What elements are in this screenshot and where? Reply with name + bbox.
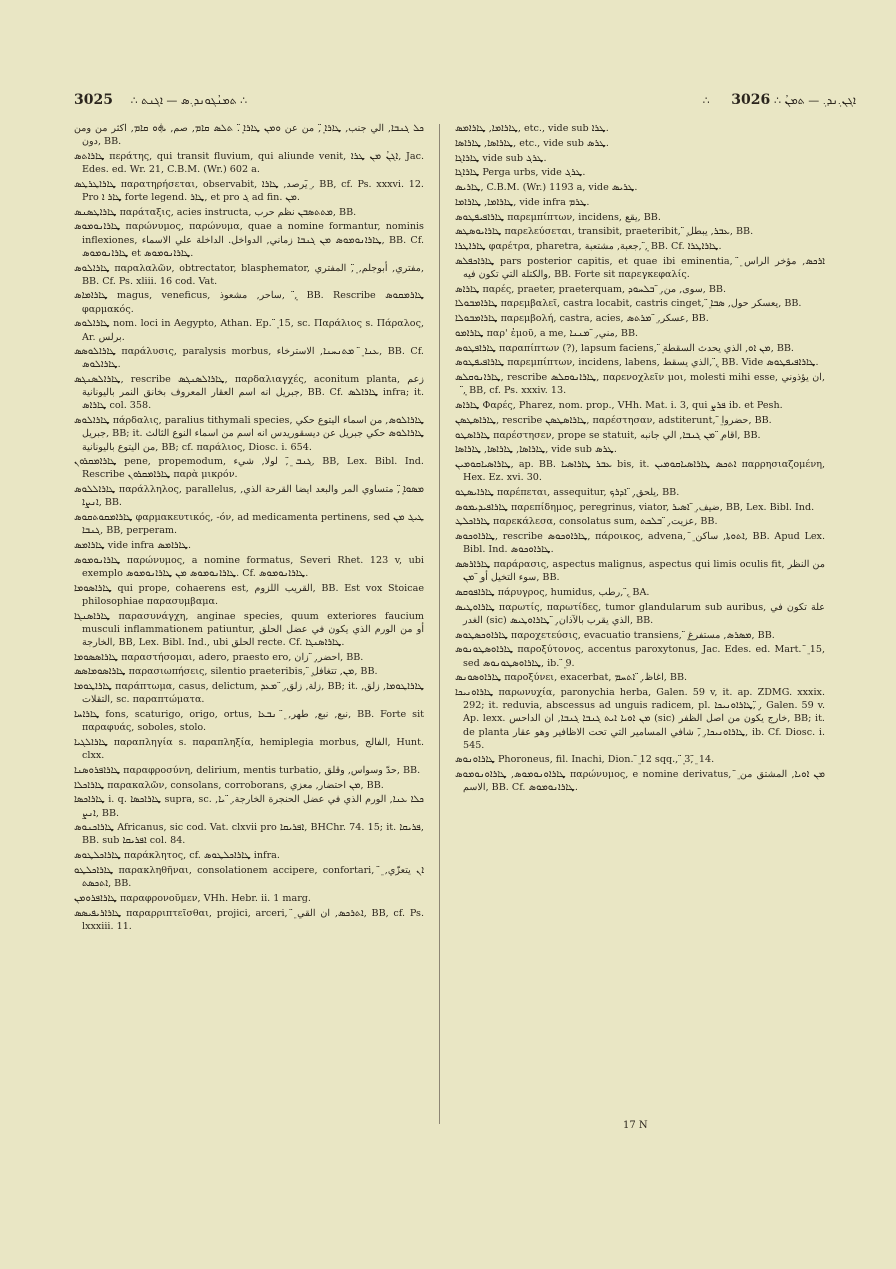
dictionary-entry: ܜܐܪܐܠܠܘܣ παράλληλος, parallelus, ܡܣܘܐ ܸ̈, متساوي المر والبعد ايضا القرحة الذي, ܐܢܨܐ, BB. [74, 484, 424, 509]
dictionary-entry: ܜܐܪܐܪܣܣ παράρασις, aspectus malignus, aspectus qui limis oculis fit, من النظر سوء التخيل أو ܸ̈ ܡܢ, BB. [455, 559, 825, 584]
dictionary-entry: ܜܐܪܐܣܘܡܐ qui prope, cohaerens est, القريب اللزوم, BB. Est vox Stoicae philosophiae παρασυμβαμα. [74, 582, 424, 607]
right-running-title: ∴ ܐܓܢ܉ܢܕ܉ — ܬܡܢܳ ∴ [702, 94, 856, 107]
right-header [689, 92, 856, 108]
dictionary-entry: ܜܐܪܐܦܘܩܣ πάρυγρος, humidus, رطب, ܸ̈, BA. [455, 587, 650, 599]
dictionary-entry: ܜܐܪܐܦܝܦܛܘܣ παρεμπίπτων, incidens, labens, الذي يسقط, ܸ̈, BB. Vide ܜܐܪܐܦܝܦܛܘܣ. [455, 357, 819, 369]
dictionary-entry: ܜܐܪܐܠܓܝܐ παραπληγία s. παραπληξία, hemiplegia morbus, الفالج, Hunt. clxx. [74, 736, 424, 762]
dictionary-entry: ܜܐܪܐܣܢܓܐ παρασυνάγχη, anginae species, quum exteriores faucium musculi inflammationem patiuntur, أو من الورم الذي يكون في عضل الحلق الخارجة, BB, Lex. Bibl. Ind., ubi الحلق recte. Cf. ܜܐܪܐܣܢܓܐ. [74, 610, 424, 648]
left-column [74, 122, 424, 1132]
dictionary-entry: ܜܐܪܐܠܘܣ πάρδαλις, paralius tithymali species, ܜܐܪܐܠܘܣ, من اسماء اليتوع حكي جبريل, BB; it. ܜܐܪܐܠܘܣ حكي جبريل عن ديسقوريدس انه اسم من اسماء النوع الثالث من اليتوع باليونانية, BB; cf. παράλιος, Diosc. i. 654. [74, 415, 424, 453]
dictionary-entry: ܜܐܪܐܡܐܣ magus, veneficus, ساحر, مشعوذ, ܸ̈, BB. Rescribe ܜܐܪܡܩܘܣ φαρμακός. [74, 290, 424, 315]
dictionary-entry: ܜܐܪܐܘܢܝܟܐ παρωνυχία, paronychia herba, Galen. 59 v, it. ap. ZDMG. xxxix. 292; it. reduvia, abscessus ad unguis radicem, pl. ܜܐܪܐܘܢܝܟܐ, ܸ̈, Galen. 59 v. Ap. lexx. ܡܢ ܐܘܝܐ ܐܝܬ ܓܢܒܐ ܓܢܒܐ, ان الداحس (sic) خارج يكون من اصل الظفر, BB; it. de planta ܜܐܪܐܘܢܝܟܐ, ܸ̈, شافي المسامير التي تحت الاظافير وهو عقار, ib. Cf. Diosc. i. 545. [455, 687, 825, 751]
dictionary-entry: ܜܐܪܐܡܒܘܠܐ παρεμβολή, castra, acies, عسكر, ܸ̈ ܡܪܬܣ, BB. [455, 313, 709, 325]
dictionary-entry: ܜܐܪܐܛܪܐ φαρέτρα, pharetra, جعبة, مشتعبة, ܸ̈, BB. Cf. ܜܐܪܐܛܪܐ. [455, 241, 722, 252]
signature-mark: 17 N [623, 1120, 648, 1131]
dictionary-entry: ܜܐܪܐܢܘܩܠܣ, rescribe ܜܐܪܐܢܘܩܠܣ, παρενοχλεῖν μοι, molesti mihi esse, ان يؤذوني, ܸ̈, BB, cf. Ps. xxxiv. 13. [455, 372, 825, 397]
dictionary-entry: ܜܐܪܐܟܠܐ παρακαλῶν, consolans, corroborans, ܡܢ احتضار, معزي, BB. [74, 779, 384, 791]
dictionary-entry: ܜܐܪܐܡܘ παρ' ἐμοῦ, a me, مني, ܸ̈ ܡܢܢܐ, BB. [455, 327, 639, 339]
dictionary-entry: ܜܐܪܐܠܘܣܣ παράλυσις, paralysis morbus, ܥܢܐ ܸ̈ ܡܬܢܚܢܐ, الاسترخاء, BB. Cf. ܜܐܪܐܠܘܣ. [74, 346, 424, 371]
dictionary-entry: ܜܐܪܐܦܪܘܣܢܐ παραφροσύνη, delirium, mentis turbatio, حدّ وسواس, وقلق, BB. [74, 764, 421, 776]
dictionary-entry: ܜܐܪܐܣܐ, ܜܐܪܐܣܐ, ܜܐܪܐܣܐ, vide sub ܜܪܣ. [455, 444, 617, 456]
right-page-number: 3026 [731, 92, 771, 108]
dictionary-entry: ܜܐܪܐܪܝܦܝܣܣ παραρριπτεῖσθαι, projici, arceri, ܸ̈ ܐܬܪܟܣ, ان القي, BB, cf. Ps. lxxxiii. 11. [74, 907, 424, 932]
dictionary-entry: ܜܐܪܐܡܩܪܘܢ pene, propemodum, ܓܢܒ ܸ̈, لولا, شيء, BB, Lex. Bibl. Ind. Rescribe ܜܐܪܐܡܩܪܘܢ παρὰ μικρόν. [74, 456, 424, 481]
dictionary-entry: ܜܐܪܐܣܛܘ παρέστησεν, prope se statuit, اقام ܸ̈ ܡܢ ܓܢܒܐ, الي جانبه, BB. [455, 429, 761, 441]
dictionary-entry: ܜܐܪܐܡܩܘܬܩܘܣ φαρμακευτικός, -όν, ad medicamenta pertinens, sed ܛܝܓ ܡܢ ܓܢܒܐ, BB, perperam. [74, 512, 424, 537]
dictionary-entry: ܜܐܪܐܦܝܕܝܡܘܣ παρεπίδημος, peregrinus, viator, ضيف, ܸ̈ ܐܣܝܪ, BB, Lex. Bibl. Ind. [455, 501, 815, 513]
dictionary-entry: ܜܐܪܐܣܝܐܩܘܡܝܢ, ap. BB. ܥܒܪ ܜܐܪܐܣܝܐ bis, it. ܐܬܟܣ ܜܐܪܐܣܝܐܩܘܡܝܢ παρρησιαζομένη, Hex. Ez. xvi. 30. [455, 459, 825, 484]
dictionary-entry: ܜܐܪܐܦܝܦܛܘܣ παρεμπίπτων, incidens, يقع, BB. [455, 211, 661, 223]
dictionary-entry: ܜܐܪܐܡܐ, ܜܐܪܐܡܣ, etc., vide sub ܜܪܐ. [455, 123, 609, 134]
dictionary-entry: ܜܐܪܐܝܘܣܛܣ παρελεύσεται, transibit, praeteribit, ܸ̈ ܥܒܪ, يبطل, BB. [455, 226, 754, 238]
dictionary-entry: ܜܐܪܐܘܟܘܣ, rescribe ܜܐܪܐܘܟܘܣ, πάροικος, advena, ܸ̈ ܐܬܘܬܐ, ساكن, BB. Apud Lex. Bibl. Ind. ܜܐܪܐܘܟܘܣ. [455, 531, 825, 556]
dictionary-entry: ܜܐܪܐܟܠܛܘ παρακληθῆναι, consolationem accipere, confortari, ܸ̈ ܐܢ يتعزّي, ܐܬܟܣܬ, BB. [74, 864, 424, 890]
dictionary-entry: ܜܐܪܐܟܠܛ παρεκάλεσα, consolatus sum, عزيت, ܸ̈ ܒܠܟܬ, BB. [455, 516, 718, 528]
dictionary-entry: ܜܐܪܐܣܘܡܐܣܣ παρασιωπήσεις, silentio praeteribis, ܸ̈ ܡܢ, تتغافل, BB. [74, 666, 378, 678]
dictionary-entry: ܜܐܪܐܣܛܣܢ, rescribe ܜܐܪܐܣܛܣܢ, παρέστησαν, adstiterunt, ܸ̈ حضروا, BB. [455, 414, 772, 426]
dictionary-entry: ܜܐܪܐܡܣ vide infra ܜܐܪܐܡܣ. [74, 540, 192, 551]
dictionary-entry: ܜܐܪܐܛܘܡܐ παράπτωμα, casus, delictum, زلة, زلق, ܸ̈ ܡܥܕ, BB; it. ܜܐܪܐܛܘܡܐ, زلق, التقلات, sc. παραπτώματα. [74, 681, 424, 706]
dictionary-entry: ܜܐܪܐܠܣܢܓܣ, rescribe ܜܐܪܐܠܣܢܓܣ, παρδαλιαγχές, aconitum planta, زعم جبريل انه اسم العقار المعروف بخانق النمر باليونانية, BB. Cf. ܜܐܪܐܠܣ infra; it. ܜܐܪܐܣ col. 358. [74, 374, 424, 412]
dictionary-entry: ܜܐܪܐܟܠܛܘܣ παράκλητος, cf. ܜܐܪܐܟܠܛܘܣ infra. [74, 850, 280, 862]
dictionary-entry: ܜܐܪܐܣܣܘܡܐ παραστήσομαι, adero, praesto ero, احضر, ܸ̈ زان, BB. [74, 651, 364, 663]
dictionary-entry: ܜܐܪܐܟܣܐ i. q. ܜܐܪܐܟܣܐ supra, sc. ܟܠܐ ܥܢܐ, الورم الذي في عضل الحنجرة الخارجة, ܸ̈ ܝܐ, ܐܢܨ, BB. [74, 794, 424, 819]
dictionary-entry: ܜܐܪܐܝܣܛܘ παρέπεται, assequitur, يلحق, ܸ̈ ܐܕܪܟ, BB. [455, 486, 680, 498]
left-running-title: ∴ ܬܡܢܳܓܘܢܕ܉ܣ — ܐܓܢܬ ∴ [130, 94, 248, 107]
left-header [74, 92, 247, 108]
dictionary-entry: ܜܐܪܐܢܘܡܘܣ παρώνυμος, παρώνυμα, quae a nomine formantur, nominis inflexiones, ܜܐܪܐܢܘܡܘܣ ܡܢ ܓܢܒܐ زماني, الدواخل. الداخلة علي الاسماء, BB. Cf. ܜܐܪܐܢܘܡܘܣ et ܜܐܪܐܢܘܡܘܣ. [74, 221, 424, 259]
dictionary-entry: ܜܐܪܐܘܣܛܘܢܘܣ παροξύτονος, accentus paroxytonus, Jac. Edes. ed. Mart. ܸ̈ 15, sed ܜܐܪܐܘܣܛܘܢܘܣ, ib. ܸ̈ 9. [455, 644, 825, 669]
right-column [455, 122, 825, 1132]
dictionary-entry: ܜܐܪܐܘܢܘܣ Phoroneus, fil. Inachi, Dion. ܸ̈ 12 sqq., ܸ̈ 3, ܸ̈ 14. [455, 754, 715, 766]
dictionary-entry: ܜܐܪܐܓܐ Perga urbs, vide ܜܪܓ. [455, 167, 586, 179]
left-page-number: 3025 [74, 92, 113, 108]
dictionary-entry: ܜܐܪܐܣ Φαρές, Pharez, nom. prop., VHh. Mat. i. 3, qui ܦܪܨ ib. et Pesh. [455, 400, 783, 412]
dictionary-entry: ܟܠ ܓܢܒܐ, الي جنب, ܜܐܪܐ ܸ̈, من عن ܘܡܢ ܜܐܪܐ ܸ̈. ܬܠܣ ܩܐܡ, صم, ܞܘ ܩܐܡ, اكثر من ومن دون, BB. [74, 123, 424, 148]
dictionary-entry: ܜܐܪܝܣ, C.B.M. (Wr.) 1193 a, vide ܜܪܝܣ. [455, 182, 638, 193]
dictionary-entry: ܜܐܪܐܘܛܝܣ παρωτίς, παρωτίδες, tumor glandularum sub auribus, علة تكون في الغدر (sic) الذي يقرب بالآذان, ܸ̈ ܜܐܪܐܘܛܝܣ, BB. [455, 601, 825, 626]
dictionary-entry: ܜܐܪܐܦܛܘܣ παραπίπτων (?), lapsum faciens, ܸ̈ ܡܢ ܐܘ, الذي يحدث السقطة, BB. [455, 342, 794, 354]
dictionary-entry: ܜܐܪܐܛܪܛܣ παρατηρήσεται, observabit, يرصد, ܜܐܪܐ ܸ̈, BB, cf. Ps. xxxvi. 12. Pro ܜܐܪ ܐ forte legend. ܜܐܪ, et pro ܓ ad fin. ܡܢ. [74, 178, 424, 203]
dictionary-entry: ܜܐܪܐܡܐ, ܜܐܪܐܡܐ, vide infra ܜܪܡ. [455, 196, 590, 208]
dictionary-entry: ܜܐܪܐܬܣ περάτης, qui transit fluvium, qui aliunde venit, ܐܓܢܳ ܡܢ ܜܪܐ, Jac. Edes. ed. Wr. 21, C.B.M. (Wr.) 602 a. [74, 150, 424, 176]
dictionary-entry: ܜܐܪܐܣ παρές, praeter, praeterquam, سوى, من, ܸ̈ ܒܠܚܘܕ, BB. [455, 283, 727, 295]
dictionary-entry: ܜܐܪܐܡܒܘܠܐ παρεμβαλεῖ, castra locabit, castris cinget, ܸ̈ يعسكر حول, ܣܒܐ, BB. [455, 298, 802, 310]
dictionary-entry: ܜܐܪܐܓܐ vide sub ܜܪܓ. [455, 152, 547, 164]
dictionary-entry: ܜܐܪܐܣܐ, ܜܐܪܐܣܐ, etc., vide sub ܜܪܣ. [455, 137, 609, 149]
dictionary-entry: ܜܐܪܐܟܦܠܣ pars posterior capitis, et quae ibi eminentia, ܸ̈ ܐܪܟܣ, مؤخر الراس والكتلة التي تكون فيه, BB. Forte sit παρεγκεφαλίς. [455, 255, 825, 280]
dictionary-entry: ܜܐܪܐܦܪܘܡܢ παραφρονοῦμεν, VHh. Hebr. ii. 1 marg. [74, 892, 311, 904]
dictionary-entry: ܜܐܪܐܘܣܘܢܣ παροξύνει, exacerbat, اغاظ, ܸ̈ ܐܬܚܡ, BB. [455, 672, 688, 684]
dictionary-entry: ܜܐܪܐܠܘܣ nom. loci in Aegypto, Athan. Ep. ܸ̈ 15, sc. Παράλιος s. Πάραλος, Ar. برلس. [74, 318, 424, 343]
dictionary-entry: ܜܐܪܐܢܘܡܘܣ παρώνυμος, a nomine formatus, Severi Rhet. 123 v, ubi exemplo ܜܐܪܐܢܘܡܘܣ ܡܢ ܜܐܪܐܢܘܡܘܣ. Cf. ܜܐܪܐܢܘܡܘܣ. [74, 554, 424, 579]
dictionary-entry: ܜܐܪܐܠܘܣ παραλαλῶν, obtrectator, blasphemator, مفتري, أبوجلم, ܸ̈, المفتري, BB. Cf. Ps. xliii. 16 cod. Vat. [74, 262, 424, 287]
dictionary-entry: ܜܐܪܐܟܢܘܣ Africanus, sic cod. Vat. clxvii pro ܐܦܪܝܩܐ, BHChr. 74. 15; it. ܦܪܝܩܐ, BB. sub ܐܦܪܝܩܐ col. 84. [74, 822, 424, 847]
dictionary-entry: ܜܐܪܐܘܢܘܡܘܣ, ܜܐܪܐܘܢܘܡܘܣ παρώνυμος, e nomine derivatus, ܸ̈ ܡܢ ܐܘܝܐ, المشتق من الاسم, BB. Cf. ܜܐܪܐܢܘܡܘܣ. [455, 769, 825, 794]
column-divider [439, 124, 440, 1124]
dictionary-entry: ܜܐܪܐܚܐ fons, scaturigo, origo, ortus, نبع, نبع, طهر, ܸ̈ ܢܒܥܐ, BB. Forte sit παραφυάς, soboles, stolo. [74, 709, 424, 734]
dictionary-entry: ܜܐܪܐܘܟܣܛܘܣ παροχετεύσις, evacuatio transiens, ܸ̈ ܡܣܪܣ, مستفرغ, BB. [455, 629, 775, 641]
dictionary-entry: ܜܐܪܐܛܣܢܣ παράταξις, acies instructa, ܡܬܬܣܒܢ نظم حرب, BB. [74, 206, 357, 218]
